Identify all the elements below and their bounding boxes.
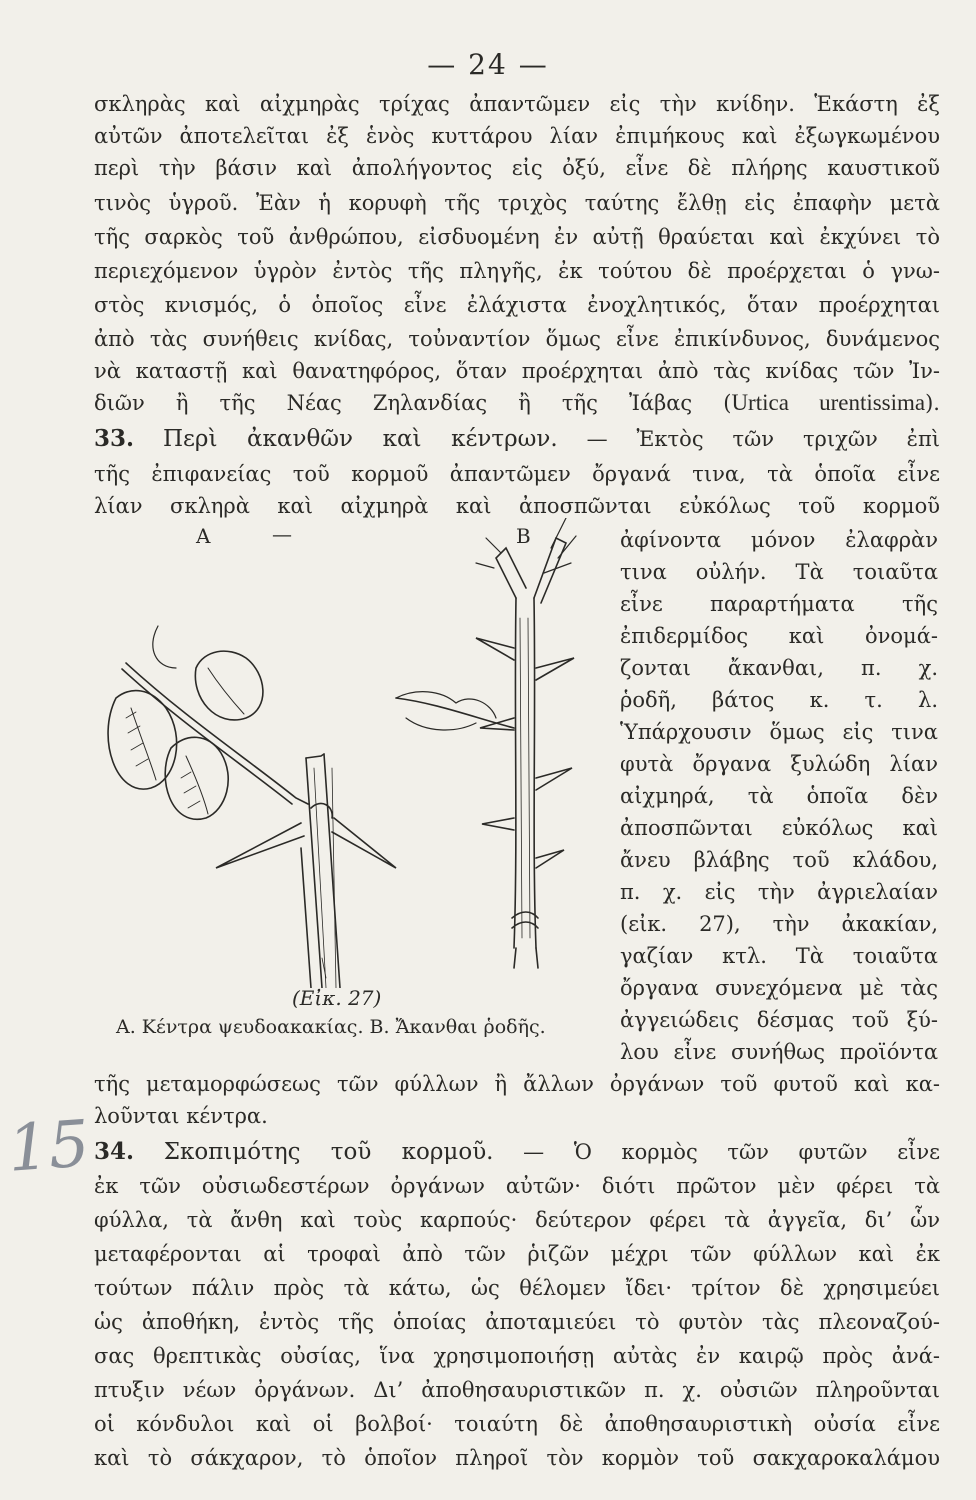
text-line: πτυξιν νέων ὀργάνων. Δι’ ἀποθησαυριστικῶν π. χ. οὐσιῶν πληροῦνται [94,1378,940,1402]
text-line: νὰ καταστῇ καὶ θανατηφόρος, ὅταν προέρχηται ἀπὸ τὰς κνίδας τῶν Ἰν- [94,359,940,383]
text-line: στὸς κνισμός, ὁ ὁποῖος εἶνε ἐλάχιστα ἐνοχλητικός, ὅταν προέρχηται [94,293,940,317]
text-line: ἀγγειώδεις δέσμας τοῦ ξύ- [620,1008,938,1032]
text-line: φύλλα, τὰ ἄνθη καὶ τοὺς καρπούς· δεύτερον φέρει τὰ ἀγγεῖα, δι’ ὧν [94,1208,940,1232]
text-line: ἀπὸ τὰς συνήθεις κνίδας, τοὐναντίον ὅμως εἶνε ἐπικίνδυνος, δυνάμενος [94,327,940,351]
text-fragment: — Ἐκτὸς τῶν τριχῶν ἐπὶ [586,427,940,451]
text-line: ζονται ἄκανθαι, π. χ. [620,656,938,680]
section-title: Σκοπιμότης τοῦ κορμοῦ. [163,1139,494,1165]
section-heading-line [94,423,940,455]
text-line: ὄργανα συνεχόμενα μὲ τὰς [620,976,938,1000]
text-line: περὶ τὴν βάσιν καὶ ἀπολήγοντος εἰς ὀξύ, εἶνε δὲ πλήρης καυστικοῦ [94,156,940,180]
text-line: τῆς σαρκὸς τοῦ ἀνθρώπου, εἰσδυομένη ἐν αὐτῇ θραύεται καὶ ἐκχύνει τὸ [94,225,940,249]
text-line: αὐτῶν ἀποτελεῖται ἐξ ἑνὸς κυττάρου λίαν ἐπιμήκους καὶ ἐξωγκωμένου [94,124,940,148]
text-line: λοῦνται κέντρα. [94,1104,268,1128]
text-line: σκληρὰς καὶ αἰχμηρὰς τρίχας ἀπαντῶμεν εἰς τὴν κνίδην. Ἑκάστη ἐξ [94,92,940,116]
text-line: τούτων πάλιν πρὸς τὰ κάτω, ὡς θέλομεν ἴδει· τρίτον δὲ χρησιμεύει [94,1276,940,1300]
text-line: αἰχμηρά, τὰ ὁποῖα δὲν [620,784,938,808]
text-line: Ὑπάρχουσιν ὅμως εἰς τινα [620,720,938,744]
figure-label-b: B [516,524,531,548]
text-line: ἀφίνοντα μόνον ἐλαφρὰν [620,528,938,552]
figure-dash: — [272,522,292,546]
text-line: τῆς ἐπιφανείας τοῦ κορμοῦ ἀπαντῶμεν ὄργανά τινα, τὰ ὁποῖα εἶνε [94,462,940,486]
section-number: 34. [94,1138,135,1165]
text-fragment: ). [925,391,940,415]
text-line: περιεχόμενον ὑγρὸν ἐντὸς τῆς πληγῆς, ἐκ τούτου δὲ προέρχεται ὁ γνω- [94,259,940,283]
figure-27-illustration [96,518,612,988]
figure-number: (Εἰκ. 27) [292,986,382,1010]
text-line: ὡς ἀποθήκη, ἐντὸς τῆς ὁποίας ἀποταμιεύει τὸ φυτὸν τὰς πλεοναζού- [94,1310,940,1334]
text-line: ἐπιδερμίδος καὶ ὀνομά- [620,624,938,648]
section-number: 33. [94,425,135,452]
handwritten-margin-mark: 15 [5,1107,92,1187]
text-line: ἐκ τῶν οὐσιωδεστέρων ὀργάνων αὐτῶν· διότι πρῶτον μὲν φέρει τὰ [94,1174,940,1198]
text-line: τινὸς ὑγροῦ. Ἐὰν ἡ κορυφὴ τῆς τριχὸς ταύτης ἔλθῃ εἰς ἐπαφὴν μετὰ [94,191,940,215]
text-line: καὶ τὸ σάκχαρον, τὸ ὁποῖον πληροῖ τὸν κορμὸν τοῦ σακχαροκαλάμου [94,1446,940,1470]
text-line: τῆς μεταμορφώσεως τῶν φύλλων ἢ ἄλλων ὀργάνων τοῦ φυτοῦ καὶ κα- [94,1072,940,1096]
text-fragment: διῶν ἢ τῆς Νέας Ζηλανδίας ἢ τῆς Ἰάβας ( [94,391,732,415]
figure-label-a: A [196,524,211,548]
pseudoacacia-twig-illustration [108,626,308,819]
text-line: ἀποσπῶνται εὐκόλως καὶ [620,816,938,840]
section-title: Περὶ ἀκανθῶν καὶ κέντρων. [162,426,558,452]
text-line: ἄνευ βλάβης τοῦ κλάδου, [620,848,938,872]
text-line: π. χ. εἰς τὴν ἀγριελαίαν [620,880,938,904]
text-line: λου εἶνε συνήθως προϊόντα [620,1040,938,1064]
text-line: γαζίαν κτλ. Τὰ τοιαῦτα [620,944,938,968]
figure-caption: A. Κέντρα ψευδοακακίας. B. Ἄκανθαι ῥοδῆς. [116,1016,546,1038]
text-line: εἶνε παραρτήματα τῆς [620,592,938,616]
text-fragment: — Ὁ κορμὸς τῶν φυτῶν εἶνε [523,1140,940,1164]
page-number: — 24 — [427,48,549,81]
latin-species-name: Urtica urentissima [731,390,926,415]
rose-stem-illustration [396,518,576,968]
text-line: μεταφέρονται αἱ τροφαὶ ἀπὸ τῶν ῥιζῶν μέχρι τῶν φύλλων καὶ ἐκ [94,1242,940,1266]
text-line: οἱ κόνδυλοι καὶ οἱ βολβοί· τοιαύτη δὲ ἀποθησαυριστικὴ οὐσία εἶνε [94,1412,940,1436]
text-line: λίαν σκληρὰ καὶ αἰχμηρὰ καὶ ἀποσπῶνται εὐκόλως τοῦ κορμοῦ [94,494,940,518]
text-line: φυτὰ ὄργανα ξυλώδη λίαν [620,752,938,776]
text-line: (εἰκ. 27), τὴν ἀκακίαν, [620,912,938,936]
text-line: τινα οὐλήν. Τὰ τοιαῦτα [620,560,938,584]
acacia-stem-illustration [216,754,396,988]
section-heading-line [94,1136,940,1168]
text-line: ῥοδῆ, βάτος κ. τ. λ. [620,688,938,712]
text-line: σας θρεπτικὰς οὐσίας, ἵνα χρησιμοποιήσῃ αὐτὰς ἐν καιρῷ πρὸς ἀνά- [94,1344,940,1368]
text-line-last [94,387,940,419]
